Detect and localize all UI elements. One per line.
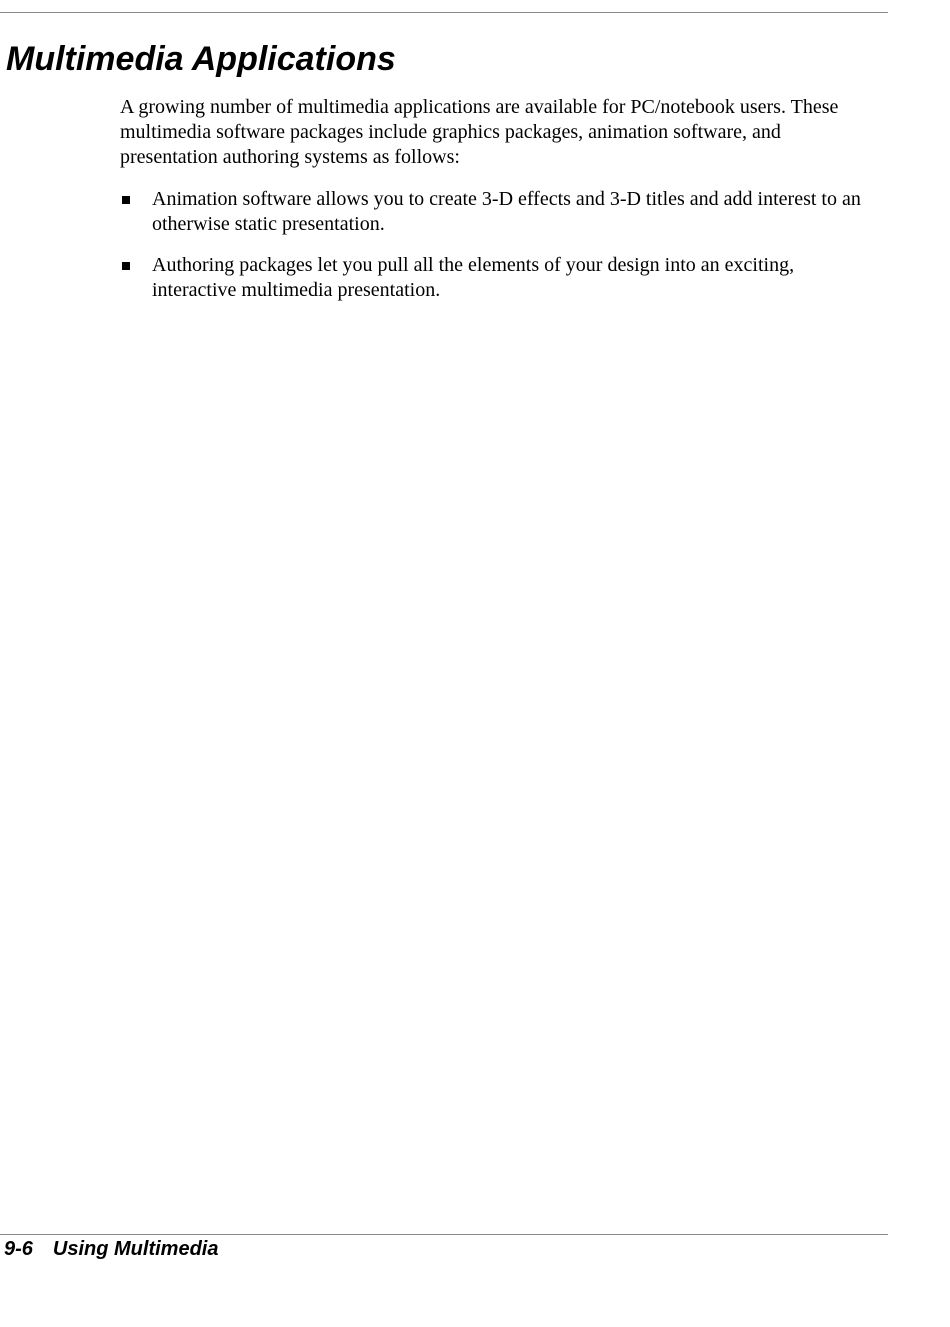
- bullet-text: Animation software allows you to create 3-D effects and 3-D titles and add interest to an otherwise static presentation.: [152, 188, 861, 235]
- bullet-text: Authoring packages let you pull all the elements of your design into an exciting, interactive multimedia presentation.: [152, 254, 795, 301]
- header-rule: [0, 12, 888, 13]
- footer-rule: [0, 1234, 888, 1235]
- footer-page-number: 9-6: [4, 1238, 33, 1260]
- square-bullet-icon: [122, 262, 130, 270]
- page-title: Multimedia Applications: [6, 40, 396, 78]
- intro-paragraph: A growing number of multimedia applications are available for PC/notebook users. These multimedia software packages include graphics packages, animation software, and presentation authoring systems as follows:: [120, 96, 839, 168]
- bullet-item: [120, 187, 882, 237]
- square-bullet-icon: [122, 196, 130, 204]
- page-footer: [4, 1237, 218, 1261]
- footer-chapter-title: Using Multimedia: [52, 1238, 219, 1260]
- bullet-list: [120, 187, 882, 319]
- bullet-item: [120, 253, 882, 303]
